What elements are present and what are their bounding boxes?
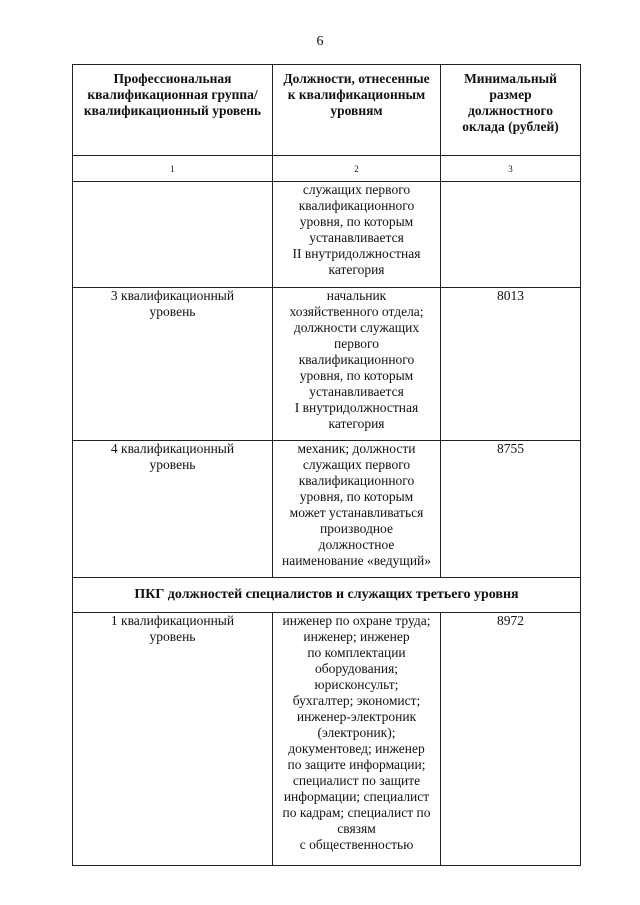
salary-cell: 8972 — [441, 613, 581, 866]
qualification-level-cell — [73, 182, 273, 288]
positions-cell: инженер по охране труда; инженер; инженер по комплектации оборудования; юрисконсульт; бухгалтер; экономист; инженер-электроник (электроник); документовед; инженер по защите информации; специалист по защите информации; специалист по кадрам; специалист по связям с общественностью — [273, 613, 441, 866]
table-header-row — [73, 65, 581, 156]
header-minimum-salary: Минимальный размер должностного оклада (рублей) — [441, 65, 581, 156]
column-number-3: 3 — [441, 156, 581, 182]
page-number: 6 — [316, 34, 324, 49]
table-row — [73, 288, 581, 441]
salary-cell — [441, 182, 581, 288]
positions-cell: начальник хозяйственного отдела; должности служащих первого квалификационного уровня, по которым устанавливается I внутридолжностная категория — [273, 288, 441, 441]
section-title: ПКГ должностей специалистов и служащих третьего уровня — [73, 578, 581, 613]
qualification-level-cell: 4 квалификационный уровень — [73, 441, 273, 578]
qualification-level-cell: 3 квалификационный уровень — [73, 288, 273, 441]
header-positions: Должности, отнесенные к квалификационным уровням — [273, 65, 441, 156]
qualification-level-cell: 1 квалификационный уровень — [73, 613, 273, 866]
table-row — [73, 182, 581, 288]
column-number-row — [73, 156, 581, 182]
positions-salary-table — [72, 64, 581, 866]
table-row — [73, 441, 581, 578]
column-number-2: 2 — [273, 156, 441, 182]
positions-cell: служащих первого квалификационного уровня, по которым устанавливается II внутридолжностная категория — [273, 182, 441, 288]
positions-cell: механик; должности служащих первого квалификационного уровня, по которым может устанавливаться производное должностное наименование «ведущий» — [273, 441, 441, 578]
salary-cell: 8013 — [441, 288, 581, 441]
salary-cell: 8755 — [441, 441, 581, 578]
header-qualification-group: Профессиональная квалификационная группа/ квалификационный уровень — [73, 65, 273, 156]
table-row — [73, 613, 581, 866]
column-number-1: 1 — [73, 156, 273, 182]
section-heading-row — [73, 578, 581, 613]
